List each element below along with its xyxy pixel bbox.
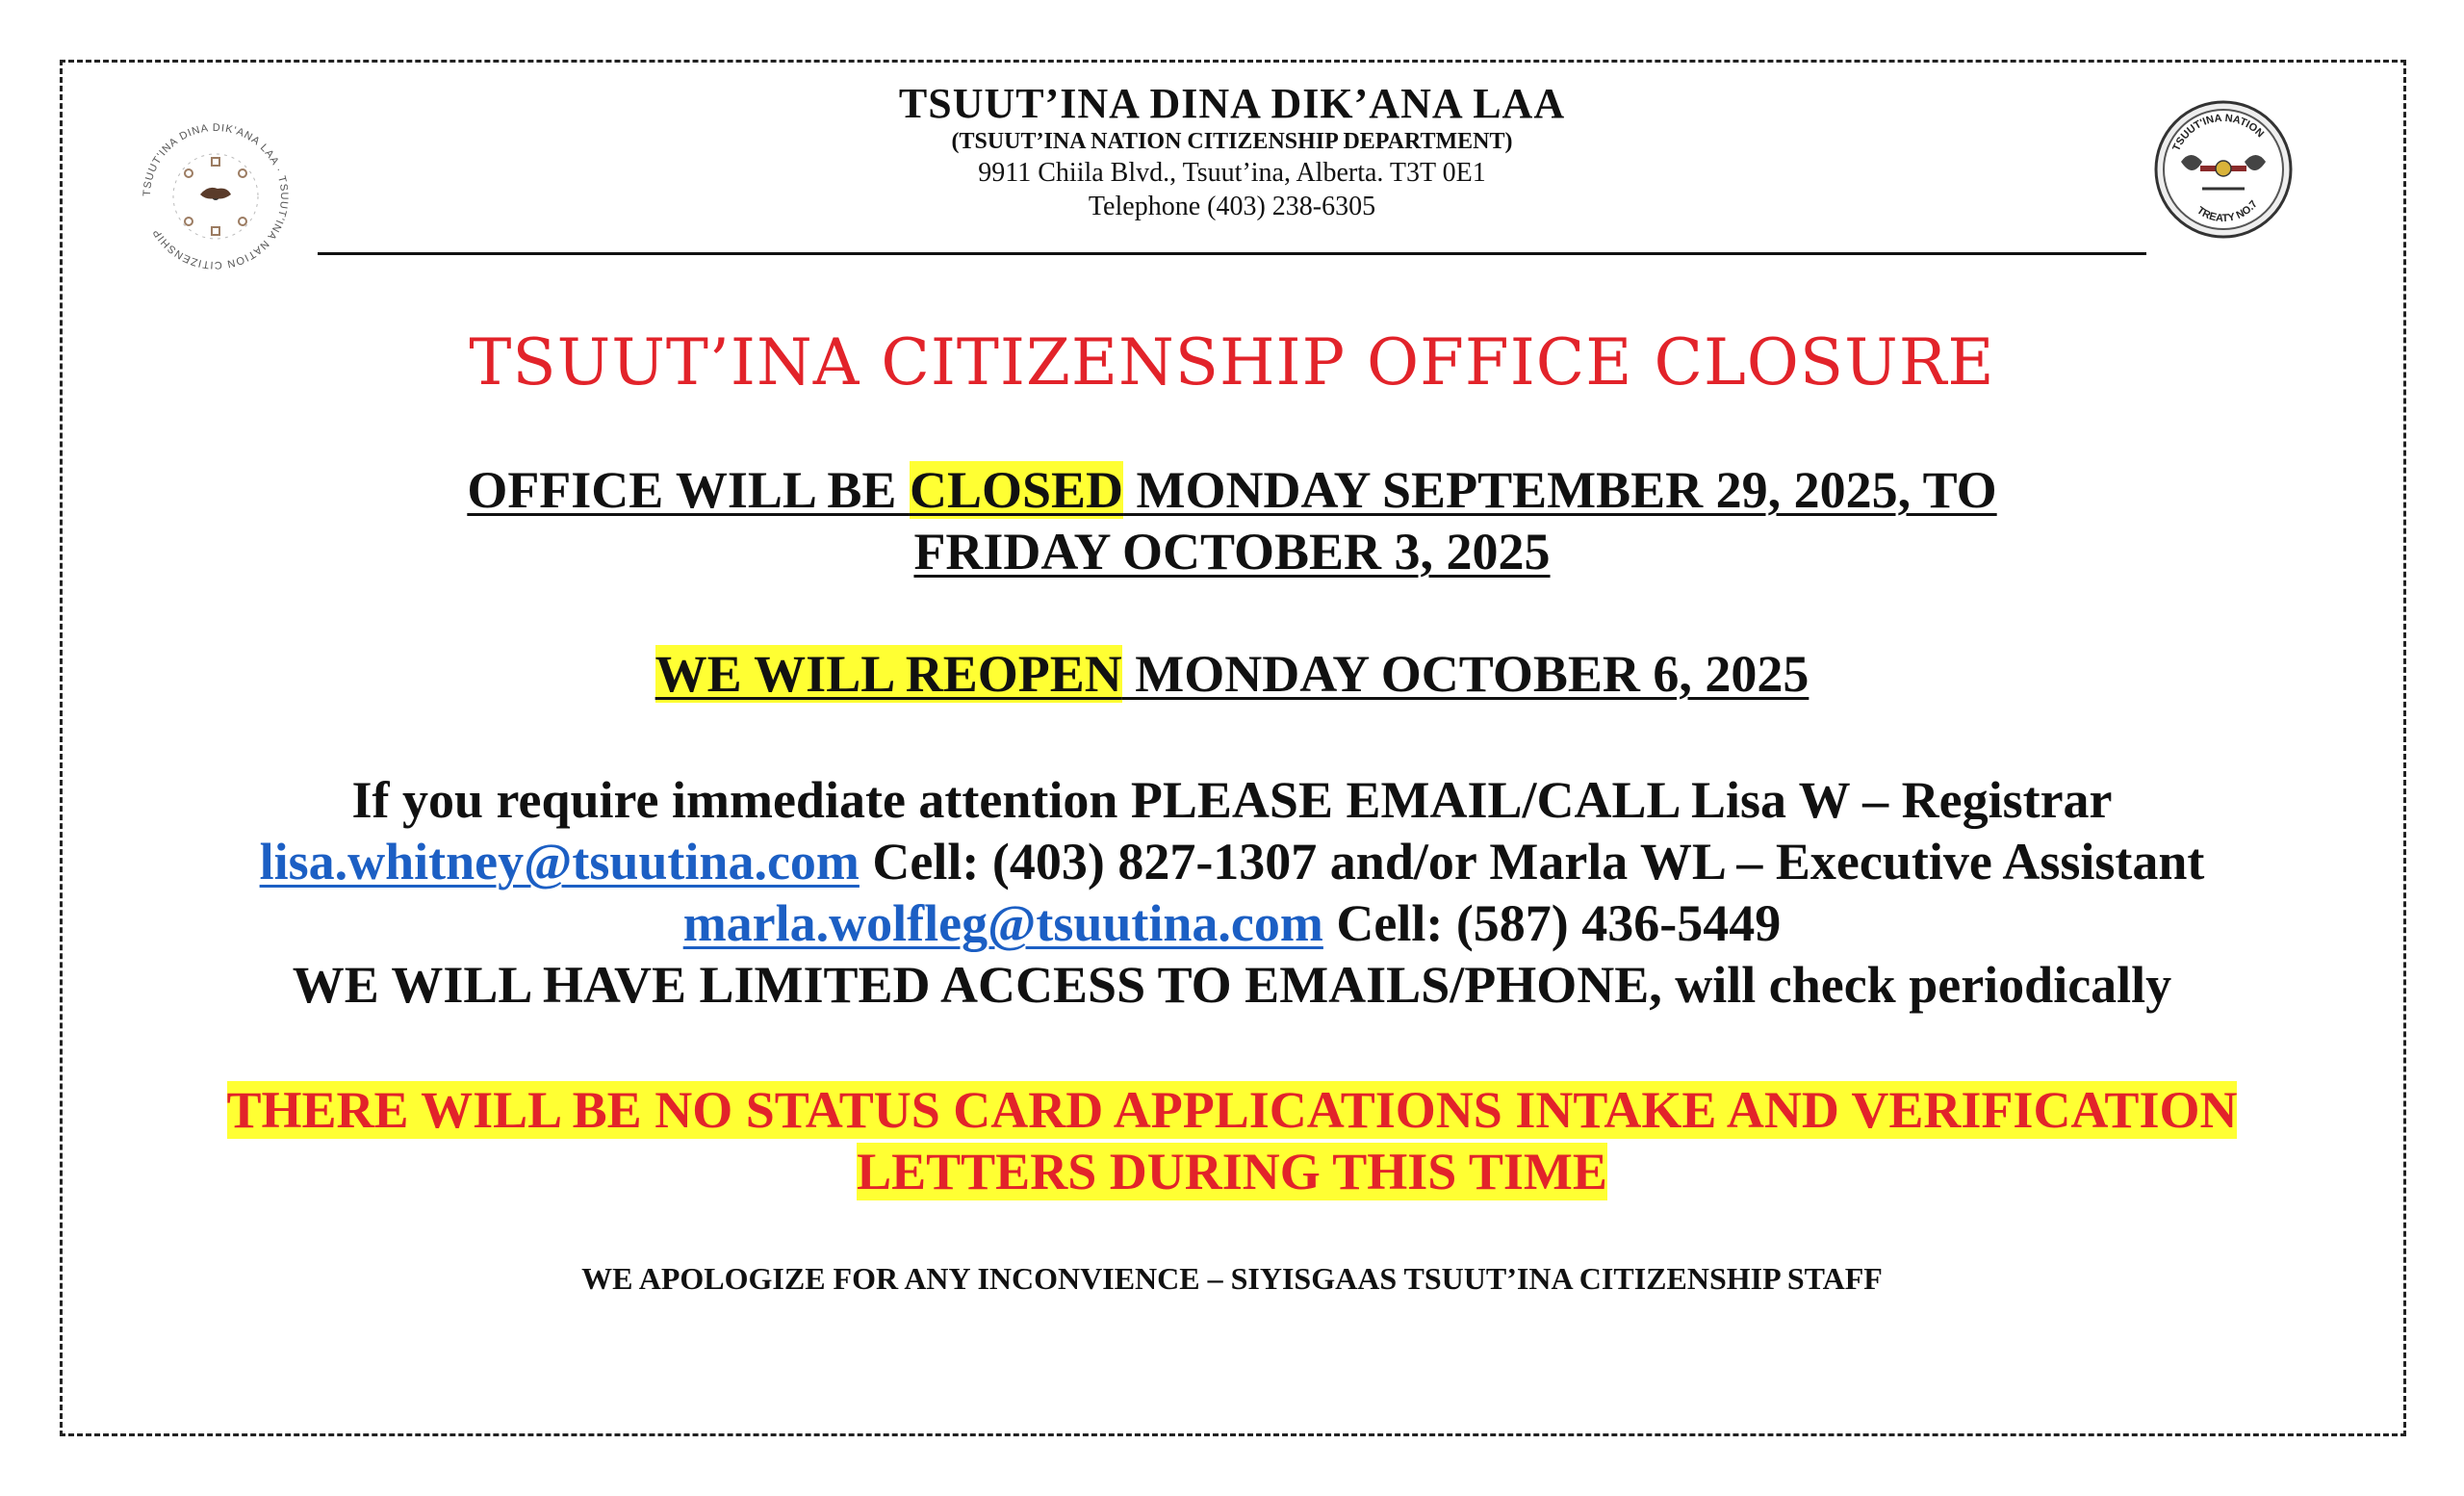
notice-title: TSUUT’INA CITIZENSHIP OFFICE CLOSURE: [469, 325, 1995, 400]
apology-footer: WE APOLOGIZE FOR ANY INCONVIENCE – SIYISGAAS TSUUT’INA CITIZENSHIP STAFF: [581, 1261, 1883, 1296]
lisa-email-link[interactable]: lisa.whitney@tsuutina.com: [259, 833, 860, 890]
reopen-line: [0, 644, 2464, 704]
closure-line-1: [0, 460, 2464, 520]
closure-dates-start: MONDAY SEPTEMBER 29, 2025, TO: [1123, 461, 1997, 519]
marla-cell: Cell: (587) 436-5449: [1322, 894, 1782, 952]
limited-access-notice: WE WILL HAVE LIMITED ACCESS TO EMAILS/PHONE, will check periodically: [292, 956, 2172, 1014]
telephone: Telephone (403) 238-6305: [1088, 192, 1376, 221]
svg-text:TREATY NO.7: TREATY NO.7: [2194, 198, 2261, 225]
organization-name: TSUUT’INA DINA DIK’ANA LAA: [898, 80, 1566, 127]
warning-text-2: LETTERS DURING THIS TIME: [857, 1143, 1607, 1200]
lisa-cell-and-marla: Cell: (403) 827-1307 and/or Marla WL – Executive Assistant: [859, 833, 2205, 890]
reopen-date: MONDAY OCTOBER 6, 2025: [1121, 645, 1810, 703]
contact-line-2: [0, 832, 2464, 891]
warning-line-1: [0, 1080, 2464, 1140]
department-name: (TSUUT’INA NATION CITIZENSHIP DEPARTMENT): [951, 129, 1513, 154]
warning-text-1: THERE WILL BE NO STATUS CARD APPLICATIONS INTAKE AND VERIFICATION: [226, 1081, 2238, 1139]
page-border: [60, 60, 2406, 1436]
marla-email-link[interactable]: marla.wolfleg@tsuutina.com: [682, 894, 1323, 952]
header-divider: [318, 252, 2146, 255]
svg-text:TSUUT'INA DINA DIK'ANA LAA · T: TSUUT'INA DINA DIK'ANA LAA · TSUUT'INA NATION CITIZENSHIP: [141, 121, 291, 271]
closure-dates-end: FRIDAY OCTOBER 3, 2025: [913, 523, 1551, 580]
closure-prefix: OFFICE WILL BE: [467, 461, 910, 519]
address: 9911 Chiila Blvd., Tsuut’ina, Alberta. T3T 0E1: [978, 158, 1486, 188]
warning-line-2: [0, 1142, 2464, 1201]
contact-line-1: If you require immediate attention PLEASE EMAIL/CALL Lisa W – Registrar: [351, 771, 2113, 829]
svg-text:TSUUT'INA NATION: TSUUT'INA NATION: [2170, 112, 2267, 153]
reopen-highlight: WE WILL REOPEN: [654, 645, 1122, 703]
closed-highlight: CLOSED: [909, 461, 1124, 519]
contact-line-3: [0, 893, 2464, 953]
closure-line-2: [0, 522, 2464, 581]
